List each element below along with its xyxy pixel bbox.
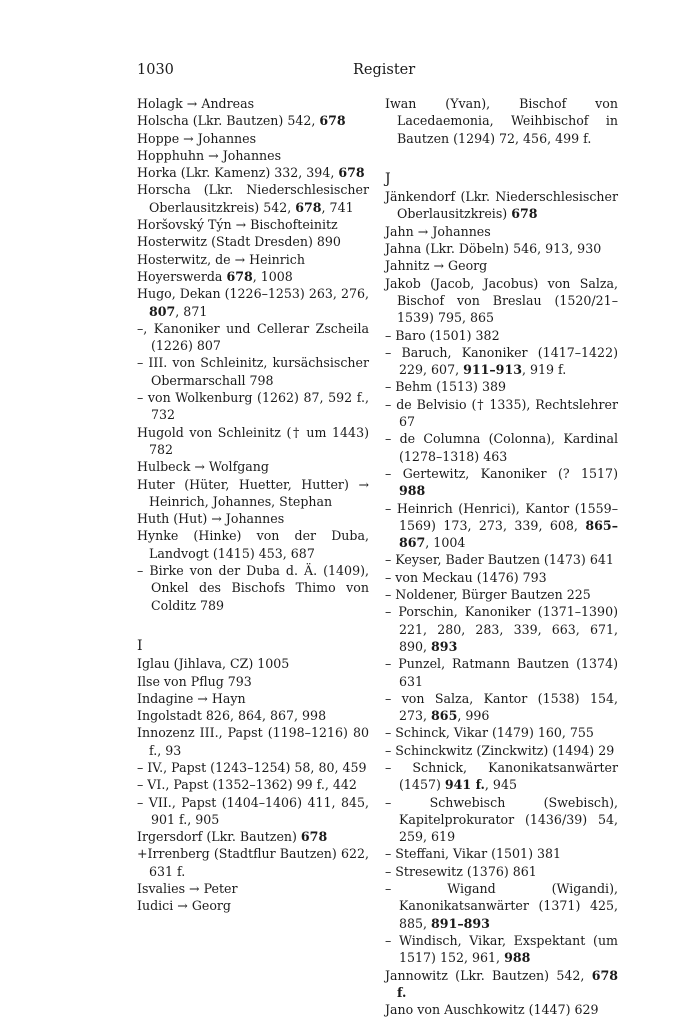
index-subentry [385,378,618,395]
bold-page-ref: 807 [149,303,176,319]
entry-text: – Wigand (Wigandi), Kanonikatsanwärter (1371) 425, 885, [385,881,618,931]
index-subentry [385,396,618,431]
bold-page-ref: 911–913 [463,362,522,378]
index-entry [137,181,369,216]
index-subentry [137,794,369,829]
entry-text: Jano von Auschkowitz (1447) 629 [385,1002,599,1018]
index-subentry [385,465,618,500]
index-entry [137,164,369,181]
bold-page-ref: 865–867 [399,517,618,551]
entry-text: Ilse von Pflug 793 [137,673,252,689]
bold-page-ref: 941 f. [444,777,485,793]
index-entry [385,223,618,240]
index-subentry [385,794,618,846]
entry-text: Ingolstadt 826, 864, 867, 998 [137,708,327,724]
index-entry [137,510,369,527]
entry-text: – Gertewitz, Kanoniker (? 1517) [385,465,618,481]
index-subentry [385,327,618,344]
entry-text: Huter (Hüter, Huetter, Hutter) → Heinrich, Johannes, Stephan [137,476,369,509]
index-entry [385,95,618,147]
index-entry [137,268,369,285]
entry-text: Horscha (Lkr. Niederschlesischer Oberlausitzkreis) 542, [137,182,369,215]
entry-text: Jahna (Lkr. Döbeln) 546, 913, 930 [385,241,602,257]
bold-page-ref: 678 [226,268,253,284]
index-entry [385,240,618,257]
entry-text: Hosterwitz (Stadt Dresden) 890 [137,234,341,250]
index-entry [137,112,369,129]
index-entry [137,673,369,690]
entry-text: Hugo, Dekan (1226–1253) 263, 276, [137,286,369,302]
entry-text: Hugold von Schleinitz († um 1443) 782 [137,424,369,457]
entry-text: – Schnick, Kanonikatsanwärter (1457) [385,759,618,793]
entry-text: Iudici → Georg [137,898,231,914]
index-entry [137,476,369,511]
entry-text: Jakob (Jacob, Jacobus) von Salza, Bischof von Breslau (1520/21–1539) 795, 865 [385,275,618,326]
page-number: 1030 [137,62,174,78]
index-entry [385,257,618,274]
bold-page-ref: 678 [319,113,346,129]
entry-text: Jannowitz (Lkr. Bautzen) 542, [385,967,592,983]
entry-text: – von Wolkenburg (1262) 87, 592 f., 732 [137,390,369,423]
entry-text: – Windisch, Vikar, Exspektant (um 1517) 152, 961, [385,932,618,966]
index-entry [385,275,618,327]
entry-text: – Keyser, Bader Bautzen (1473) 641 [385,552,614,568]
index-entry [137,724,369,759]
entry-text: , 1008 [252,268,293,284]
entry-text: – Schwebisch (Swebisch), Kapitelprokurator (1436/39) 54, 259, 619 [385,794,618,845]
index-subentry [385,742,618,759]
index-subentry [385,603,618,655]
index-subentry [385,880,618,932]
index-entry [137,251,369,268]
index-subentry [385,932,618,967]
entry-text: –, Kanoniker und Cellerar Zscheila (1226) 807 [137,320,369,354]
bold-page-ref: 678 f. [397,967,618,1000]
entry-text: – Behm (1513) 389 [385,379,506,395]
entry-text: Irgersdorf (Lkr. Bautzen) [137,829,301,845]
index-entry [385,188,618,223]
entry-text: , 919 f. [521,362,567,378]
index-entry [137,690,369,707]
index-entry [137,458,369,475]
bold-page-ref: 988 [504,950,531,966]
entry-text: – IV., Papst (1243–1254) 58, 80, 459 [137,759,367,775]
entry-text: Horka (Lkr. Kamenz) 332, 394, [137,165,339,181]
index-subentry [385,551,618,568]
index-subentry [137,776,369,793]
bold-page-ref: 988 [399,483,426,499]
entry-text: Hynke (Hinke) von der Duba, Landvogt (1415) 453, 687 [137,528,369,561]
index-entry [137,285,369,320]
entry-text: – von Salza, Kantor (1538) 154, 273, [385,690,618,724]
section-letter: J [385,170,391,187]
index-entry [137,655,369,672]
section-spacer [137,614,369,638]
entry-text: Horšovský Týn → Bischofteinitz [137,217,338,233]
bold-page-ref: 893 [431,638,458,654]
index-subentry [385,724,618,741]
entry-text: +Irrenberg (Stadtflur Bautzen) 622, 631 f. [137,846,369,879]
entry-text: Iwan (Yvan), Bischof von Lacedaemonia, Weihbischof in Bautzen (1294) 72, 456, 499 f. [385,96,618,146]
entry-text: – Schinckwitz (Zinckwitz) (1494) 29 [385,742,615,758]
entry-text: , 996 [457,708,490,724]
index-entry [137,216,369,233]
index-subentry [385,344,618,379]
index-subentry [385,500,618,552]
entry-text: Holscha (Lkr. Bautzen) 542, [137,113,320,129]
index-entry [137,95,369,112]
entry-text: , 945 [484,777,517,793]
entry-text: – Punzel, Ratmann Bautzen (1374) 631 [385,656,618,689]
index-subentry [137,759,369,776]
entry-text: Jahn → Johannes [385,223,491,239]
index-subentry [385,586,618,603]
entry-text: Hoyerswerda [137,268,227,284]
entry-text: – VI., Papst (1352–1362) 99 f., 442 [137,777,357,793]
index-entry [137,233,369,250]
entry-text: , 1004 [425,535,466,551]
index-subentry [137,562,369,614]
entry-text: Isvalies → Peter [137,881,238,897]
entry-text: , 871 [175,303,208,319]
bold-page-ref: 678 [295,199,322,215]
bold-page-ref: 678 [300,829,328,845]
index-entry [137,424,369,459]
bold-page-ref: 891–893 [431,915,490,931]
entry-text: Hulbeck → Wolfgang [137,459,269,475]
index-entry [137,707,369,724]
entry-text: , 741 [321,199,354,215]
entry-text: – Baruch, Kanoniker (1417–1422) 229, 607, [385,344,618,378]
index-subentry [385,569,618,586]
entry-text: – III. von Schleinitz, kursächsischer Obermarschall 798 [137,355,369,388]
index-column-left [137,95,369,915]
entry-text: Jänkendorf (Lkr. Niederschlesischer Oberlausitzkreis) [385,189,618,222]
entry-text: – de Belvisio († 1335), Rechtslehrer 67 [385,396,618,430]
index-column-right [385,95,618,1018]
entry-text: Iglau (Jihlava, CZ) 1005 [137,656,290,672]
entry-text: Holagk → Andreas [137,96,255,111]
entry-text: – Steffani, Vikar (1501) 381 [385,846,562,862]
entry-text: – Baro (1501) 382 [385,327,500,343]
entry-text: Hoppe → Johannes [137,130,257,146]
index-entry [137,527,369,562]
entry-text: – Stresewitz (1376) 861 [385,863,537,879]
index-entry [137,130,369,147]
entry-text: – Noldener, Bürger Bautzen 225 [385,587,591,603]
index-entry [385,1001,618,1018]
index-entry [137,147,369,164]
index-subentry [137,389,369,424]
running-header: Register [353,62,416,78]
index-entry [137,845,369,880]
bold-page-ref: 678 [511,206,538,222]
entry-text: – Porschin, Kanoniker (1371–1390) 221, 280, 283, 339, 663, 671, 890, [385,604,618,654]
index-subentry [385,655,618,690]
entry-text: – Heinrich (Henrici), Kantor (1559–1569) 173, 273, 339, 608, [385,500,618,533]
index-subentry [385,845,618,862]
entry-text: Hosterwitz, de → Heinrich [137,251,305,267]
bold-page-ref: 678 [338,165,365,181]
entry-text: Jahnitz → Georg [385,258,488,274]
entry-text: Huth (Hut) → Johannes [137,511,285,527]
entry-text: Indagine → Hayn [137,690,246,706]
index-subentry [385,690,618,725]
bold-page-ref: 865 [431,708,458,724]
index-subentry [137,320,369,355]
index-entry [137,880,369,897]
section-letter: I [137,637,143,654]
entry-text: – Schinck, Vikar (1479) 160, 755 [385,725,594,741]
entry-text: – VII., Papst (1404–1406) 411, 845, 901 f., 905 [137,794,369,827]
index-entry [137,897,369,914]
entry-text: Innozenz III., Papst (1198–1216) 80 f., 93 [137,725,369,758]
entry-text: Hopphuhn → Johannes [137,147,282,163]
entry-text: – von Meckau (1476) 793 [385,569,547,585]
index-entry [137,828,369,845]
index-subentry [385,759,618,794]
index-subentry [137,354,369,389]
entry-text: – Birke von der Duba d. Ä. (1409), Onkel des Bischofs Thimo von Colditz 789 [137,563,369,613]
section-spacer [385,147,618,171]
entry-text: – de Columna (Colonna), Kardinal (1278–1318) 463 [385,431,618,464]
index-subentry [385,430,618,465]
index-entry [385,967,618,1002]
index-subentry [385,863,618,880]
